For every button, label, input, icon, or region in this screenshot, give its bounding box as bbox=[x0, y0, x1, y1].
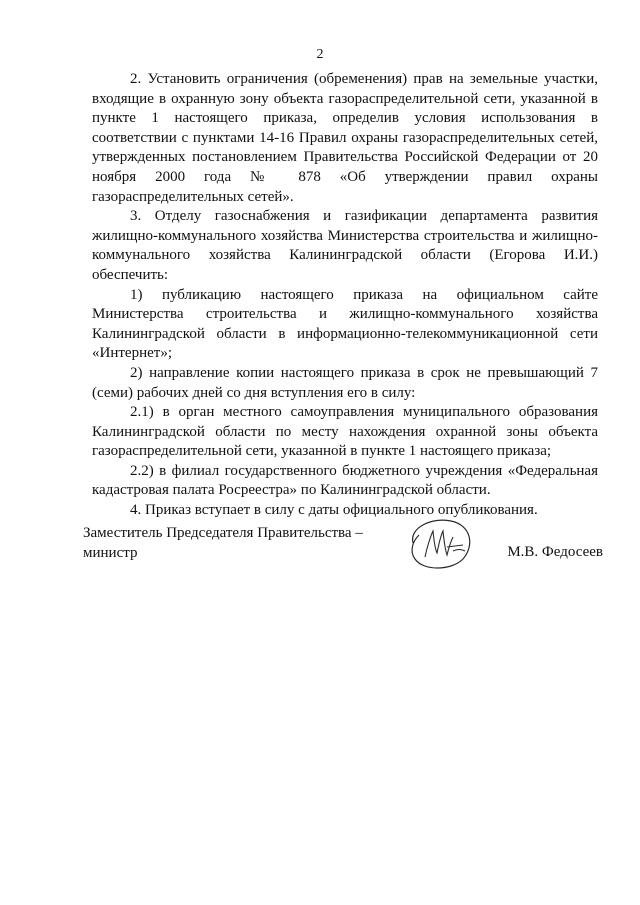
page-number: 2 bbox=[316, 47, 324, 62]
paragraph-3: 3. Отделу газоснабжения и газификации департамента развития жилищно-коммунального хозяйства Министерства строительства и жилищно-коммунального хозяйства Калининградской области (Егорова И.И.) обеспечить: bbox=[92, 208, 598, 283]
signatory-title bbox=[83, 523, 363, 563]
paragraph-3-2-1: 2.1) в орган местного самоуправления муниципального образования Калининградской области по месту нахождения охранной зоны объекта газораспределительной сети, указанной в пункте 1 настоящего приказа; bbox=[92, 404, 598, 460]
paragraph-3-1: 1) публикацию настоящего приказа на официальном сайте Министерства строительства и жилищно-коммунального хозяйства Калининградской области в информационно-телекоммуникационной сети «Интернет»; bbox=[92, 286, 598, 362]
paragraph-4: 4. Приказ вступает в силу с даты официального опубликования. bbox=[130, 502, 538, 519]
signature-block bbox=[83, 523, 603, 583]
signatory-name: М.В. Федосеев bbox=[507, 544, 603, 560]
signatory-title-line1: Заместитель Председателя Правительства – bbox=[83, 525, 363, 541]
document-body bbox=[92, 70, 598, 521]
paragraph-2: 2. Установить ограничения (обременения) прав на земельные участки, входящие в охранную зону объекта газораспределительной сети, указанной в пункте 1 настоящего приказа, определив условия использования в соответствии с пунктами 14-16 Правил охраны газораспределительных сетей, утвержденных постановлением Правительства Российской Федерации от 20 ноября 2000 года № 878 «Об утверждении правил охраны газораспределительных сетей». bbox=[92, 71, 598, 205]
signatory-title-line2: министр bbox=[83, 545, 138, 561]
paragraph-3-2-2: 2.2) в филиал государственного бюджетного учреждения «Федеральная кадастровая палата Росреестра» по Калининградской области. bbox=[92, 462, 598, 499]
handwritten-signature bbox=[403, 513, 483, 575]
paragraph-3-2: 2) направление копии настоящего приказа в срок не превышающий 7 (семи) рабочих дней со дня вступления его в силу: bbox=[92, 364, 598, 401]
